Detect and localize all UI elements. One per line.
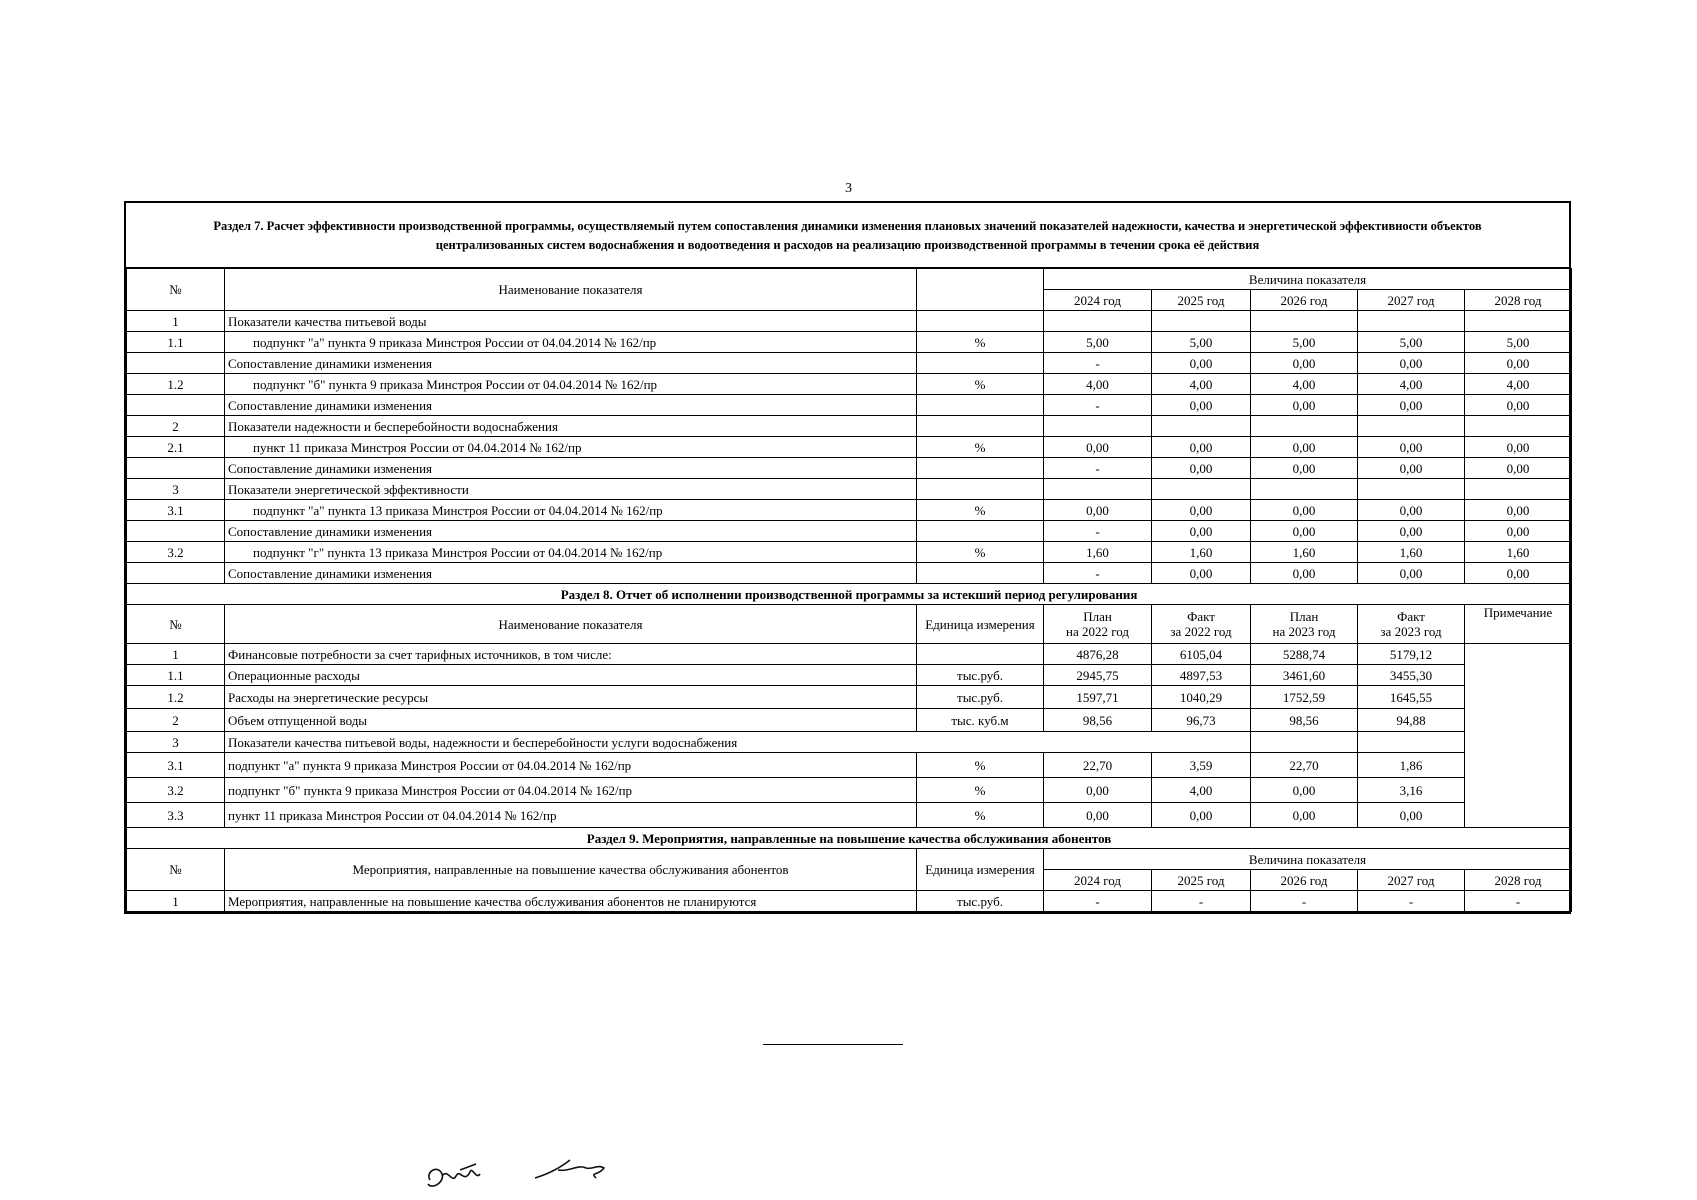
indicator-name: Расходы на энергетические ресурсы xyxy=(225,686,917,709)
row-number: 1 xyxy=(127,891,225,912)
s7-row xyxy=(127,353,1572,374)
value-cell: 1645,55 xyxy=(1358,686,1465,709)
unit xyxy=(917,311,1044,332)
value-cell: 0,00 xyxy=(1152,437,1251,458)
s8-row xyxy=(127,665,1572,686)
value-cell: 0,00 xyxy=(1465,353,1572,374)
value-cell xyxy=(1044,311,1152,332)
s9-year-header: 2027 год xyxy=(1358,870,1465,891)
value-cell: 4,00 xyxy=(1044,374,1152,395)
indicator-name: Показатели качества питьевой воды, надежности и бесперебойности услуги водоснабжения xyxy=(225,732,1251,753)
value-cell: 0,00 xyxy=(1152,500,1251,521)
unit: % xyxy=(917,753,1044,778)
value-cell: 0,00 xyxy=(1358,458,1465,479)
s7-row xyxy=(127,563,1572,584)
row-number xyxy=(127,353,225,374)
unit xyxy=(917,416,1044,437)
s7-col-no: № xyxy=(127,269,225,311)
value-cell: 0,00 xyxy=(1465,563,1572,584)
s7-row xyxy=(127,479,1572,500)
value-cell: 98,56 xyxy=(1251,709,1358,732)
value-cell: 5,00 xyxy=(1465,332,1572,353)
value-cell: 0,00 xyxy=(1358,803,1465,828)
s7-row xyxy=(127,458,1572,479)
section7-title: Раздел 7. Расчет эффективности производственной программы, осуществляемый путем сопоставления динамики изменения плановых значений показателей надежности, качества и энергетической эффективности объектов централизованных систем водоснабжения и водоотведения и расходов на реализацию производственной программы в течении срока её действия xyxy=(126,203,1569,268)
s7-row xyxy=(127,311,1572,332)
value-cell: 4,00 xyxy=(1152,374,1251,395)
unit: % xyxy=(917,500,1044,521)
indicator-name: Сопоставление динамики изменения xyxy=(225,353,917,374)
unit: тыс. куб.м xyxy=(917,709,1044,732)
period-type: План xyxy=(1289,609,1319,624)
value-cell: 4897,53 xyxy=(1152,665,1251,686)
s7-col-unit xyxy=(917,269,1044,311)
value-cell: 1,60 xyxy=(1152,542,1251,563)
s7-row xyxy=(127,395,1572,416)
s8-row xyxy=(127,803,1572,828)
value-cell: 4,00 xyxy=(1251,374,1358,395)
value-cell: - xyxy=(1044,458,1152,479)
unit xyxy=(917,395,1044,416)
s9-year-header: 2026 год xyxy=(1251,870,1358,891)
value-cell: - xyxy=(1044,891,1152,912)
row-number xyxy=(127,521,225,542)
value-cell: 1752,59 xyxy=(1251,686,1358,709)
value-cell: 0,00 xyxy=(1152,353,1251,374)
value-cell: 22,70 xyxy=(1044,753,1152,778)
value-cell: 0,00 xyxy=(1465,521,1572,542)
value-cell: 0,00 xyxy=(1358,500,1465,521)
value-cell: 0,00 xyxy=(1044,778,1152,803)
value-cell: 0,00 xyxy=(1044,500,1152,521)
unit xyxy=(917,479,1044,500)
indicator-name: Показатели надежности и бесперебойности водоснабжения xyxy=(225,416,917,437)
page-number: 3 xyxy=(845,181,852,196)
value-cell: 0,00 xyxy=(1251,803,1358,828)
row-number: 1.1 xyxy=(127,332,225,353)
value-cell: 0,00 xyxy=(1044,437,1152,458)
s8-row xyxy=(127,686,1572,709)
s7-year-header: 2027 год xyxy=(1358,290,1465,311)
s7-col-value: Величина показателя xyxy=(1044,269,1572,290)
value-cell: - xyxy=(1044,563,1152,584)
value-cell: 1,60 xyxy=(1251,542,1358,563)
row-number: 3 xyxy=(127,479,225,500)
row-number xyxy=(127,563,225,584)
s9-year-header: 2025 год xyxy=(1152,870,1251,891)
s8-title-row xyxy=(127,584,1572,605)
value-cell: 0,00 xyxy=(1251,437,1358,458)
value-cell: 0,00 xyxy=(1358,353,1465,374)
value-cell: - xyxy=(1044,521,1152,542)
note-cell xyxy=(1465,644,1572,828)
indicator-name: Показатели качества питьевой воды xyxy=(225,311,917,332)
value-cell xyxy=(1251,311,1358,332)
indicator-name: подпункт "б" пункта 9 приказа Минстроя России от 04.04.2014 № 162/пр xyxy=(225,778,917,803)
s8-row xyxy=(127,732,1572,753)
row-number: 3.2 xyxy=(127,542,225,563)
value-cell: 94,88 xyxy=(1358,709,1465,732)
value-cell xyxy=(1152,479,1251,500)
period-type: План xyxy=(1083,609,1112,624)
s9-col-name: Мероприятия, направленные на повышение качества обслуживания абонентов xyxy=(225,849,917,891)
indicator-name: подпункт "г" пункта 13 приказа Минстроя России от 04.04.2014 № 162/пр xyxy=(225,542,917,563)
value-cell: 1,60 xyxy=(1358,542,1465,563)
period-type: Факт xyxy=(1397,609,1425,624)
unit: тыс.руб. xyxy=(917,665,1044,686)
value-cell: - xyxy=(1152,891,1251,912)
row-number: 3.2 xyxy=(127,778,225,803)
unit xyxy=(917,563,1044,584)
value-cell: 0,00 xyxy=(1251,563,1358,584)
s7-col-name: Наименование показателя xyxy=(225,269,917,311)
s8-col-no: № xyxy=(127,605,225,644)
s7-row xyxy=(127,542,1572,563)
unit: % xyxy=(917,374,1044,395)
row-number: 1 xyxy=(127,644,225,665)
value-cell: - xyxy=(1358,891,1465,912)
main-table xyxy=(126,268,1572,912)
s8-header-row xyxy=(127,605,1572,644)
row-number: 1 xyxy=(127,311,225,332)
value-cell xyxy=(1358,732,1465,753)
s8-period-header xyxy=(1358,605,1465,644)
value-cell: 4,00 xyxy=(1152,778,1251,803)
s7-year-header: 2028 год xyxy=(1465,290,1572,311)
s8-col-name: Наименование показателя xyxy=(225,605,917,644)
value-cell: 0,00 xyxy=(1251,521,1358,542)
value-cell: 0,00 xyxy=(1152,458,1251,479)
value-cell: 22,70 xyxy=(1251,753,1358,778)
s7-row xyxy=(127,416,1572,437)
value-cell xyxy=(1358,416,1465,437)
value-cell: 5,00 xyxy=(1152,332,1251,353)
indicator-name: подпункт "а" пункта 13 приказа Минстроя России от 04.04.2014 № 162/пр xyxy=(225,500,917,521)
value-cell xyxy=(1358,479,1465,500)
s9-col-unit: Единица измерения xyxy=(917,849,1044,891)
value-cell: 4876,28 xyxy=(1044,644,1152,665)
document-table-frame xyxy=(124,201,1571,914)
value-cell: 4,00 xyxy=(1465,374,1572,395)
value-cell: 1,60 xyxy=(1465,542,1572,563)
value-cell: - xyxy=(1251,891,1358,912)
row-number: 2 xyxy=(127,709,225,732)
value-cell xyxy=(1044,479,1152,500)
measure-name: Мероприятия, направленные на повышение качества обслуживания абонентов не планируются xyxy=(225,891,917,912)
indicator-name: Объем отпущенной воды xyxy=(225,709,917,732)
footer-rule xyxy=(763,1044,903,1045)
value-cell: 5,00 xyxy=(1251,332,1358,353)
value-cell: 3,16 xyxy=(1358,778,1465,803)
value-cell: 0,00 xyxy=(1251,500,1358,521)
s7-year-header: 2026 год xyxy=(1251,290,1358,311)
value-cell xyxy=(1251,732,1358,753)
value-cell: 0,00 xyxy=(1358,395,1465,416)
s7-header-row-1 xyxy=(127,269,1572,290)
value-cell: 4,00 xyxy=(1358,374,1465,395)
s9-row xyxy=(127,891,1572,912)
period-year: на 2022 год xyxy=(1066,624,1129,639)
value-cell xyxy=(1465,479,1572,500)
value-cell: 0,00 xyxy=(1251,353,1358,374)
s7-row xyxy=(127,521,1572,542)
unit: тыс.руб. xyxy=(917,891,1044,912)
s8-col-note: Примечание xyxy=(1465,605,1572,644)
value-cell: 2945,75 xyxy=(1044,665,1152,686)
unit: тыс.руб. xyxy=(917,686,1044,709)
section8-title: Раздел 8. Отчет об исполнении производственной программы за истекший период регулирования xyxy=(127,584,1572,605)
value-cell: 0,00 xyxy=(1465,500,1572,521)
value-cell: 3455,30 xyxy=(1358,665,1465,686)
row-number: 1.1 xyxy=(127,665,225,686)
value-cell: - xyxy=(1044,395,1152,416)
row-number: 3 xyxy=(127,732,225,753)
s7-row xyxy=(127,374,1572,395)
s8-row xyxy=(127,753,1572,778)
row-number: 2.1 xyxy=(127,437,225,458)
value-cell: 0,00 xyxy=(1152,563,1251,584)
indicator-name: Операционные расходы xyxy=(225,665,917,686)
indicator-name: Сопоставление динамики изменения xyxy=(225,458,917,479)
unit xyxy=(917,458,1044,479)
indicator-name: Показатели энергетической эффективности xyxy=(225,479,917,500)
value-cell xyxy=(1251,479,1358,500)
section9-title: Раздел 9. Мероприятия, направленные на повышение качества обслуживания абонентов xyxy=(127,828,1572,849)
s9-year-header: 2024 год xyxy=(1044,870,1152,891)
unit xyxy=(917,644,1044,665)
value-cell: 0,00 xyxy=(1152,521,1251,542)
value-cell xyxy=(1251,416,1358,437)
value-cell: 0,00 xyxy=(1465,437,1572,458)
s8-row xyxy=(127,778,1572,803)
value-cell: 3,59 xyxy=(1152,753,1251,778)
unit xyxy=(917,521,1044,542)
value-cell: 5,00 xyxy=(1044,332,1152,353)
value-cell: 1,60 xyxy=(1044,542,1152,563)
s7-row xyxy=(127,437,1572,458)
s9-title-row xyxy=(127,828,1572,849)
s8-period-header xyxy=(1044,605,1152,644)
value-cell: - xyxy=(1044,353,1152,374)
s7-row xyxy=(127,332,1572,353)
value-cell: 5,00 xyxy=(1358,332,1465,353)
value-cell: 0,00 xyxy=(1152,395,1251,416)
row-number: 3.1 xyxy=(127,753,225,778)
row-number: 1.2 xyxy=(127,374,225,395)
value-cell: 0,00 xyxy=(1358,521,1465,542)
row-number: 3.1 xyxy=(127,500,225,521)
period-type: Факт xyxy=(1187,609,1215,624)
s7-year-header: 2024 год xyxy=(1044,290,1152,311)
row-number: 2 xyxy=(127,416,225,437)
value-cell: 5179,12 xyxy=(1358,644,1465,665)
indicator-name: Сопоставление динамики изменения xyxy=(225,521,917,542)
value-cell xyxy=(1465,416,1572,437)
unit: % xyxy=(917,542,1044,563)
value-cell: 0,00 xyxy=(1251,395,1358,416)
indicator-name: Финансовые потребности за счет тарифных источников, в том числе: xyxy=(225,644,917,665)
s8-col-unit: Единица измерения xyxy=(917,605,1044,644)
row-number xyxy=(127,458,225,479)
indicator-name: подпункт "б" пункта 9 приказа Минстроя России от 04.04.2014 № 162/пр xyxy=(225,374,917,395)
value-cell: 3461,60 xyxy=(1251,665,1358,686)
value-cell: 0,00 xyxy=(1358,563,1465,584)
indicator-name: пункт 11 приказа Минстроя России от 04.04.2014 № 162/пр xyxy=(225,803,917,828)
row-number xyxy=(127,395,225,416)
s9-year-header: 2028 год xyxy=(1465,870,1572,891)
indicator-name: подпункт "а" пункта 9 приказа Минстроя России от 04.04.2014 № 162/пр xyxy=(225,753,917,778)
s8-row xyxy=(127,644,1572,665)
value-cell: 1,86 xyxy=(1358,753,1465,778)
period-year: за 2023 год xyxy=(1380,624,1442,639)
value-cell: 6105,04 xyxy=(1152,644,1251,665)
s9-col-no: № xyxy=(127,849,225,891)
s8-period-header xyxy=(1251,605,1358,644)
row-number: 1.2 xyxy=(127,686,225,709)
value-cell: 0,00 xyxy=(1044,803,1152,828)
row-number: 3.3 xyxy=(127,803,225,828)
value-cell: 0,00 xyxy=(1465,458,1572,479)
value-cell xyxy=(1465,311,1572,332)
value-cell: 1040,29 xyxy=(1152,686,1251,709)
value-cell xyxy=(1358,311,1465,332)
handwritten-signature xyxy=(420,1150,640,1200)
unit: % xyxy=(917,332,1044,353)
value-cell: 5288,74 xyxy=(1251,644,1358,665)
unit: % xyxy=(917,778,1044,803)
s7-year-header: 2025 год xyxy=(1152,290,1251,311)
indicator-name: пункт 11 приказа Минстроя России от 04.04.2014 № 162/пр xyxy=(225,437,917,458)
value-cell: 0,00 xyxy=(1465,395,1572,416)
unit xyxy=(917,353,1044,374)
value-cell: - xyxy=(1465,891,1572,912)
value-cell: 0,00 xyxy=(1152,803,1251,828)
value-cell: 0,00 xyxy=(1251,778,1358,803)
value-cell: 1597,71 xyxy=(1044,686,1152,709)
value-cell: 0,00 xyxy=(1251,458,1358,479)
value-cell: 98,56 xyxy=(1044,709,1152,732)
period-year: на 2023 год xyxy=(1272,624,1336,639)
value-cell xyxy=(1152,416,1251,437)
value-cell xyxy=(1044,416,1152,437)
s9-col-value: Величина показателя xyxy=(1044,849,1572,870)
s7-row xyxy=(127,500,1572,521)
value-cell xyxy=(1152,311,1251,332)
value-cell: 96,73 xyxy=(1152,709,1251,732)
s8-row xyxy=(127,709,1572,732)
s9-header-row-1 xyxy=(127,849,1572,870)
unit: % xyxy=(917,437,1044,458)
value-cell: 0,00 xyxy=(1358,437,1465,458)
table-body xyxy=(127,269,1572,912)
indicator-name: Сопоставление динамики изменения xyxy=(225,563,917,584)
period-year: за 2022 год xyxy=(1170,624,1232,639)
s8-period-header xyxy=(1152,605,1251,644)
indicator-name: подпункт "а" пункта 9 приказа Минстроя России от 04.04.2014 № 162/пр xyxy=(225,332,917,353)
indicator-name: Сопоставление динамики изменения xyxy=(225,395,917,416)
unit: % xyxy=(917,803,1044,828)
